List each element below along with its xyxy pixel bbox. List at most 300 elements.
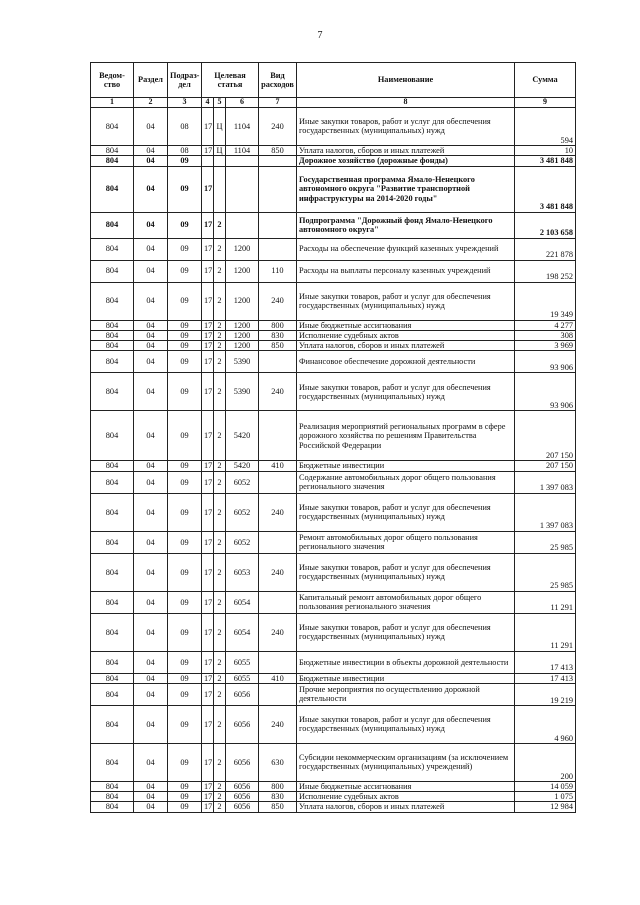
cell-celevaya-3 bbox=[226, 156, 259, 166]
cell-vedomstvo: 804 bbox=[91, 493, 134, 531]
cell-vedomstvo: 804 bbox=[91, 531, 134, 553]
cell-naimenovanie: Расходы на выплаты персоналу казенных учреждений bbox=[297, 260, 515, 282]
cell-razdel: 04 bbox=[134, 553, 168, 591]
table-row bbox=[91, 461, 576, 471]
cell-razdel: 04 bbox=[134, 411, 168, 461]
cell-celevaya-2: 2 bbox=[214, 802, 226, 812]
cell-celevaya-3: 6056 bbox=[226, 781, 259, 791]
cell-vid-rashodov: 240 bbox=[259, 282, 297, 320]
cell-podrazdel: 08 bbox=[168, 107, 202, 145]
cell-razdel: 04 bbox=[134, 260, 168, 282]
cell-celevaya-1: 17 bbox=[202, 320, 214, 330]
cell-celevaya-2: 2 bbox=[214, 651, 226, 673]
cell-celevaya-2: 2 bbox=[214, 351, 226, 373]
column-number: 8 bbox=[297, 98, 515, 108]
cell-celevaya-3: 1200 bbox=[226, 320, 259, 330]
cell-podrazdel: 09 bbox=[168, 802, 202, 812]
cell-celevaya-2: 2 bbox=[214, 282, 226, 320]
cell-celevaya-1: 17 bbox=[202, 330, 214, 340]
cell-summa: 1 397 083 bbox=[515, 493, 576, 531]
cell-podrazdel: 09 bbox=[168, 212, 202, 238]
cell-celevaya-1: 17 bbox=[202, 461, 214, 471]
cell-summa: 12 984 bbox=[515, 802, 576, 812]
cell-vedomstvo: 804 bbox=[91, 673, 134, 683]
cell-celevaya-3: 5390 bbox=[226, 373, 259, 411]
cell-celevaya-3: 1104 bbox=[226, 107, 259, 145]
table-row bbox=[91, 411, 576, 461]
cell-vid-rashodov: 240 bbox=[259, 613, 297, 651]
cell-celevaya-3: 1200 bbox=[226, 341, 259, 351]
cell-summa: 198 252 bbox=[515, 260, 576, 282]
cell-summa: 10 bbox=[515, 145, 576, 155]
cell-vid-rashodov: 850 bbox=[259, 341, 297, 351]
budget-table bbox=[90, 62, 576, 813]
cell-summa: 207 150 bbox=[515, 411, 576, 461]
cell-celevaya-3: 5390 bbox=[226, 351, 259, 373]
cell-celevaya-1: 17 bbox=[202, 673, 214, 683]
column-number: 6 bbox=[226, 98, 259, 108]
cell-naimenovanie: Иные закупки товаров, работ и услуг для обеспечения государственных (муниципальных) нужд bbox=[297, 553, 515, 591]
cell-summa: 11 291 bbox=[515, 613, 576, 651]
cell-celevaya-3: 6053 bbox=[226, 553, 259, 591]
cell-podrazdel: 09 bbox=[168, 330, 202, 340]
cell-celevaya-1: 17 bbox=[202, 792, 214, 802]
cell-razdel: 04 bbox=[134, 471, 168, 493]
cell-podrazdel: 09 bbox=[168, 705, 202, 743]
cell-summa: 1 075 bbox=[515, 792, 576, 802]
cell-celevaya-1: 17 bbox=[202, 591, 214, 613]
cell-summa: 4 277 bbox=[515, 320, 576, 330]
table-row bbox=[91, 493, 576, 531]
cell-celevaya-2 bbox=[214, 156, 226, 166]
header-celevaya-statya: Целевая статья bbox=[202, 63, 259, 98]
table-row bbox=[91, 591, 576, 613]
cell-celevaya-2: 2 bbox=[214, 341, 226, 351]
cell-celevaya-3: 1200 bbox=[226, 330, 259, 340]
header-summa: Сумма bbox=[515, 63, 576, 98]
cell-vedomstvo: 804 bbox=[91, 320, 134, 330]
cell-summa: 3 969 bbox=[515, 341, 576, 351]
cell-vid-rashodov bbox=[259, 212, 297, 238]
column-number: 3 bbox=[168, 98, 202, 108]
cell-celevaya-1: 17 bbox=[202, 553, 214, 591]
cell-razdel: 04 bbox=[134, 145, 168, 155]
cell-vid-rashodov bbox=[259, 166, 297, 212]
cell-celevaya-3: 6052 bbox=[226, 471, 259, 493]
cell-celevaya-3: 5420 bbox=[226, 461, 259, 471]
cell-celevaya-2: 2 bbox=[214, 531, 226, 553]
cell-naimenovanie: Иные закупки товаров, работ и услуг для обеспечения государственных (муниципальных) нужд bbox=[297, 613, 515, 651]
cell-razdel: 04 bbox=[134, 802, 168, 812]
cell-vid-rashodov: 110 bbox=[259, 260, 297, 282]
cell-podrazdel: 09 bbox=[168, 591, 202, 613]
cell-vedomstvo: 804 bbox=[91, 411, 134, 461]
cell-naimenovanie: Иные закупки товаров, работ и услуг для обеспечения государственных (муниципальных) нужд bbox=[297, 282, 515, 320]
table-row bbox=[91, 613, 576, 651]
cell-celevaya-2: 2 bbox=[214, 781, 226, 791]
cell-naimenovanie: Государственная программа Ямало-Ненецкого автономного округа "Развитие транспортной инфраструктуры на 2014-2020 годы" bbox=[297, 166, 515, 212]
cell-celevaya-2: 2 bbox=[214, 260, 226, 282]
cell-celevaya-1: 17 bbox=[202, 802, 214, 812]
cell-summa: 93 906 bbox=[515, 373, 576, 411]
column-number: 9 bbox=[515, 98, 576, 108]
table-row bbox=[91, 166, 576, 212]
cell-summa: 93 906 bbox=[515, 351, 576, 373]
table-row bbox=[91, 351, 576, 373]
cell-razdel: 04 bbox=[134, 373, 168, 411]
table-row bbox=[91, 282, 576, 320]
cell-naimenovanie: Иные закупки товаров, работ и услуг для обеспечения государственных (муниципальных) нужд bbox=[297, 493, 515, 531]
table-row bbox=[91, 156, 576, 166]
cell-vid-rashodov: 830 bbox=[259, 792, 297, 802]
cell-podrazdel: 09 bbox=[168, 238, 202, 260]
cell-naimenovanie: Иные закупки товаров, работ и услуг для обеспечения государственных (муниципальных) нужд bbox=[297, 107, 515, 145]
cell-vid-rashodov: 850 bbox=[259, 145, 297, 155]
cell-vedomstvo: 804 bbox=[91, 792, 134, 802]
cell-celevaya-1: 17 bbox=[202, 373, 214, 411]
cell-celevaya-1: 17 bbox=[202, 107, 214, 145]
cell-razdel: 04 bbox=[134, 212, 168, 238]
cell-razdel: 04 bbox=[134, 493, 168, 531]
cell-celevaya-3: 6056 bbox=[226, 683, 259, 705]
cell-celevaya-2: 2 bbox=[214, 238, 226, 260]
cell-summa: 2 103 658 bbox=[515, 212, 576, 238]
cell-celevaya-1: 17 bbox=[202, 238, 214, 260]
cell-razdel: 04 bbox=[134, 531, 168, 553]
cell-vedomstvo: 804 bbox=[91, 683, 134, 705]
cell-celevaya-2: 2 bbox=[214, 673, 226, 683]
column-number-row bbox=[91, 98, 576, 108]
cell-vid-rashodov bbox=[259, 238, 297, 260]
header-podrazdel: Подраз-дел bbox=[168, 63, 202, 98]
cell-vid-rashodov: 830 bbox=[259, 330, 297, 340]
cell-vid-rashodov bbox=[259, 411, 297, 461]
cell-naimenovanie: Подпрограмма "Дорожный фонд Ямало-Ненецкого автономного округа" bbox=[297, 212, 515, 238]
cell-celevaya-3: 6056 bbox=[226, 792, 259, 802]
cell-razdel: 04 bbox=[134, 282, 168, 320]
cell-podrazdel: 09 bbox=[168, 673, 202, 683]
cell-naimenovanie: Реализация мероприятий региональных программ в сфере дорожного хозяйства по решениям Правительства Российской Федерации bbox=[297, 411, 515, 461]
cell-naimenovanie: Иные бюджетные ассигнования bbox=[297, 320, 515, 330]
cell-summa: 25 985 bbox=[515, 531, 576, 553]
cell-summa: 19 349 bbox=[515, 282, 576, 320]
header-naimenovanie: Наименование bbox=[297, 63, 515, 98]
cell-naimenovanie: Бюджетные инвестиции в объекты дорожной деятельности bbox=[297, 651, 515, 673]
cell-summa: 17 413 bbox=[515, 673, 576, 683]
cell-celevaya-2: 2 bbox=[214, 471, 226, 493]
cell-razdel: 04 bbox=[134, 320, 168, 330]
cell-celevaya-3: 6056 bbox=[226, 802, 259, 812]
cell-podrazdel: 08 bbox=[168, 145, 202, 155]
cell-vedomstvo: 804 bbox=[91, 260, 134, 282]
cell-celevaya-1: 17 bbox=[202, 166, 214, 212]
cell-naimenovanie: Прочие мероприятия по осуществлению дорожной деятельности bbox=[297, 683, 515, 705]
header-vedomstvo: Ведом-ство bbox=[91, 63, 134, 98]
cell-naimenovanie: Исполнение судебных актов bbox=[297, 792, 515, 802]
cell-celevaya-1: 17 bbox=[202, 282, 214, 320]
cell-celevaya-2: 2 bbox=[214, 373, 226, 411]
cell-vedomstvo: 804 bbox=[91, 156, 134, 166]
cell-razdel: 04 bbox=[134, 166, 168, 212]
table-row bbox=[91, 683, 576, 705]
cell-podrazdel: 09 bbox=[168, 461, 202, 471]
cell-vedomstvo: 804 bbox=[91, 471, 134, 493]
cell-podrazdel: 09 bbox=[168, 260, 202, 282]
cell-celevaya-1: 17 bbox=[202, 705, 214, 743]
cell-vedomstvo: 804 bbox=[91, 461, 134, 471]
cell-podrazdel: 09 bbox=[168, 282, 202, 320]
cell-vid-rashodov bbox=[259, 471, 297, 493]
cell-celevaya-3: 1104 bbox=[226, 145, 259, 155]
cell-razdel: 04 bbox=[134, 792, 168, 802]
cell-naimenovanie: Уплата налогов, сборов и иных платежей bbox=[297, 145, 515, 155]
cell-naimenovanie: Уплата налогов, сборов и иных платежей bbox=[297, 341, 515, 351]
cell-naimenovanie: Капитальный ремонт автомобильных дорог общего пользования регионального значения bbox=[297, 591, 515, 613]
cell-podrazdel: 09 bbox=[168, 411, 202, 461]
cell-celevaya-1: 17 bbox=[202, 683, 214, 705]
cell-celevaya-1: 17 bbox=[202, 651, 214, 673]
cell-celevaya-2: Ц bbox=[214, 107, 226, 145]
cell-summa: 4 960 bbox=[515, 705, 576, 743]
table-row bbox=[91, 531, 576, 553]
cell-celevaya-2: 2 bbox=[214, 792, 226, 802]
cell-summa: 594 bbox=[515, 107, 576, 145]
cell-celevaya-3: 6056 bbox=[226, 743, 259, 781]
cell-vedomstvo: 804 bbox=[91, 330, 134, 340]
cell-podrazdel: 09 bbox=[168, 166, 202, 212]
cell-podrazdel: 09 bbox=[168, 156, 202, 166]
cell-celevaya-3: 6054 bbox=[226, 613, 259, 651]
cell-celevaya-1: 17 bbox=[202, 781, 214, 791]
cell-razdel: 04 bbox=[134, 743, 168, 781]
cell-summa: 3 481 848 bbox=[515, 156, 576, 166]
column-number: 4 bbox=[202, 98, 214, 108]
cell-naimenovanie: Дорожное хозяйство (дорожные фонды) bbox=[297, 156, 515, 166]
cell-vid-rashodov: 240 bbox=[259, 493, 297, 531]
cell-vedomstvo: 804 bbox=[91, 341, 134, 351]
cell-celevaya-1: 17 bbox=[202, 260, 214, 282]
cell-celevaya-1: 17 bbox=[202, 411, 214, 461]
cell-celevaya-2: 2 bbox=[214, 493, 226, 531]
cell-celevaya-2: Ц bbox=[214, 145, 226, 155]
cell-vedomstvo: 804 bbox=[91, 781, 134, 791]
cell-vedomstvo: 804 bbox=[91, 351, 134, 373]
cell-summa: 19 219 bbox=[515, 683, 576, 705]
cell-razdel: 04 bbox=[134, 673, 168, 683]
cell-vid-rashodov bbox=[259, 351, 297, 373]
cell-vedomstvo: 804 bbox=[91, 705, 134, 743]
cell-celevaya-3 bbox=[226, 212, 259, 238]
column-number: 2 bbox=[134, 98, 168, 108]
cell-celevaya-1: 17 bbox=[202, 613, 214, 651]
cell-summa: 221 878 bbox=[515, 238, 576, 260]
cell-vedomstvo: 804 bbox=[91, 553, 134, 591]
cell-vid-rashodov bbox=[259, 591, 297, 613]
cell-celevaya-3: 5420 bbox=[226, 411, 259, 461]
cell-razdel: 04 bbox=[134, 351, 168, 373]
cell-celevaya-2: 2 bbox=[214, 743, 226, 781]
cell-podrazdel: 09 bbox=[168, 683, 202, 705]
cell-naimenovanie: Бюджетные инвестиции bbox=[297, 461, 515, 471]
cell-vid-rashodov: 410 bbox=[259, 461, 297, 471]
table-row bbox=[91, 373, 576, 411]
cell-razdel: 04 bbox=[134, 107, 168, 145]
table-row bbox=[91, 145, 576, 155]
column-number: 7 bbox=[259, 98, 297, 108]
cell-celevaya-1: 17 bbox=[202, 145, 214, 155]
cell-podrazdel: 09 bbox=[168, 651, 202, 673]
cell-celevaya-1: 17 bbox=[202, 531, 214, 553]
cell-celevaya-3: 6054 bbox=[226, 591, 259, 613]
cell-celevaya-1: 17 bbox=[202, 212, 214, 238]
cell-celevaya-1 bbox=[202, 156, 214, 166]
table-body bbox=[91, 107, 576, 812]
table-row bbox=[91, 781, 576, 791]
cell-celevaya-3: 6052 bbox=[226, 531, 259, 553]
cell-vedomstvo: 804 bbox=[91, 282, 134, 320]
table-row bbox=[91, 212, 576, 238]
cell-podrazdel: 09 bbox=[168, 792, 202, 802]
cell-celevaya-3: 1200 bbox=[226, 238, 259, 260]
cell-vedomstvo: 804 bbox=[91, 651, 134, 673]
cell-celevaya-3: 6055 bbox=[226, 651, 259, 673]
cell-vid-rashodov: 800 bbox=[259, 781, 297, 791]
cell-vedomstvo: 804 bbox=[91, 802, 134, 812]
cell-razdel: 04 bbox=[134, 781, 168, 791]
cell-razdel: 04 bbox=[134, 613, 168, 651]
cell-celevaya-2: 2 bbox=[214, 320, 226, 330]
table-row bbox=[91, 320, 576, 330]
cell-podrazdel: 09 bbox=[168, 553, 202, 591]
header-razdel: Раздел bbox=[134, 63, 168, 98]
cell-vid-rashodov: 240 bbox=[259, 373, 297, 411]
cell-vid-rashodov: 800 bbox=[259, 320, 297, 330]
header-row bbox=[91, 63, 576, 98]
cell-celevaya-1: 17 bbox=[202, 351, 214, 373]
table-row bbox=[91, 107, 576, 145]
cell-vedomstvo: 804 bbox=[91, 166, 134, 212]
cell-summa: 3 481 848 bbox=[515, 166, 576, 212]
cell-vedomstvo: 804 bbox=[91, 743, 134, 781]
cell-naimenovanie: Содержание автомобильных дорог общего пользования регионального значения bbox=[297, 471, 515, 493]
table-row bbox=[91, 792, 576, 802]
table-row bbox=[91, 330, 576, 340]
cell-razdel: 04 bbox=[134, 705, 168, 743]
cell-celevaya-2: 2 bbox=[214, 591, 226, 613]
cell-celevaya-2 bbox=[214, 166, 226, 212]
cell-summa: 1 397 083 bbox=[515, 471, 576, 493]
cell-podrazdel: 09 bbox=[168, 341, 202, 351]
table-row bbox=[91, 260, 576, 282]
cell-naimenovanie: Ремонт автомобильных дорог общего пользования регионального значения bbox=[297, 531, 515, 553]
cell-celevaya-2: 2 bbox=[214, 411, 226, 461]
page-number: 7 bbox=[317, 30, 323, 41]
cell-vid-rashodov: 240 bbox=[259, 553, 297, 591]
cell-razdel: 04 bbox=[134, 651, 168, 673]
cell-celevaya-2: 2 bbox=[214, 553, 226, 591]
cell-naimenovanie: Бюджетные инвестиции bbox=[297, 673, 515, 683]
cell-vedomstvo: 804 bbox=[91, 373, 134, 411]
cell-naimenovanie: Иные бюджетные ассигнования bbox=[297, 781, 515, 791]
cell-naimenovanie: Иные закупки товаров, работ и услуг для обеспечения государственных (муниципальных) нужд bbox=[297, 705, 515, 743]
cell-celevaya-1: 17 bbox=[202, 341, 214, 351]
cell-summa: 25 985 bbox=[515, 553, 576, 591]
table-row bbox=[91, 705, 576, 743]
cell-naimenovanie: Иные закупки товаров, работ и услуг для обеспечения государственных (муниципальных) нужд bbox=[297, 373, 515, 411]
cell-celevaya-2: 2 bbox=[214, 705, 226, 743]
cell-vedomstvo: 804 bbox=[91, 145, 134, 155]
cell-naimenovanie: Исполнение судебных актов bbox=[297, 330, 515, 340]
cell-vedomstvo: 804 bbox=[91, 591, 134, 613]
cell-vedomstvo: 804 bbox=[91, 212, 134, 238]
cell-razdel: 04 bbox=[134, 330, 168, 340]
cell-vid-rashodov: 240 bbox=[259, 107, 297, 145]
cell-celevaya-3: 1200 bbox=[226, 282, 259, 320]
cell-celevaya-3 bbox=[226, 166, 259, 212]
column-number: 1 bbox=[91, 98, 134, 108]
cell-naimenovanie: Уплата налогов, сборов и иных платежей bbox=[297, 802, 515, 812]
cell-razdel: 04 bbox=[134, 156, 168, 166]
column-number: 5 bbox=[214, 98, 226, 108]
cell-summa: 207 150 bbox=[515, 461, 576, 471]
cell-summa: 14 059 bbox=[515, 781, 576, 791]
cell-podrazdel: 09 bbox=[168, 471, 202, 493]
cell-podrazdel: 09 bbox=[168, 531, 202, 553]
cell-vid-rashodov: 240 bbox=[259, 705, 297, 743]
cell-razdel: 04 bbox=[134, 591, 168, 613]
table-row bbox=[91, 802, 576, 812]
cell-summa: 11 291 bbox=[515, 591, 576, 613]
cell-celevaya-3: 6052 bbox=[226, 493, 259, 531]
cell-celevaya-3: 6056 bbox=[226, 705, 259, 743]
cell-summa: 308 bbox=[515, 330, 576, 340]
cell-vid-rashodov bbox=[259, 531, 297, 553]
cell-summa: 17 413 bbox=[515, 651, 576, 673]
cell-vedomstvo: 804 bbox=[91, 238, 134, 260]
cell-vid-rashodov bbox=[259, 683, 297, 705]
cell-celevaya-2: 2 bbox=[214, 613, 226, 651]
cell-celevaya-1: 17 bbox=[202, 493, 214, 531]
table-row bbox=[91, 673, 576, 683]
cell-razdel: 04 bbox=[134, 683, 168, 705]
cell-naimenovanie: Расходы на обеспечение функций казенных учреждений bbox=[297, 238, 515, 260]
cell-celevaya-2: 2 bbox=[214, 461, 226, 471]
cell-vedomstvo: 804 bbox=[91, 613, 134, 651]
cell-celevaya-2: 2 bbox=[214, 330, 226, 340]
cell-celevaya-1: 17 bbox=[202, 471, 214, 493]
cell-razdel: 04 bbox=[134, 238, 168, 260]
cell-celevaya-2: 2 bbox=[214, 683, 226, 705]
cell-celevaya-2: 2 bbox=[214, 212, 226, 238]
cell-podrazdel: 09 bbox=[168, 781, 202, 791]
cell-razdel: 04 bbox=[134, 341, 168, 351]
cell-razdel: 04 bbox=[134, 461, 168, 471]
cell-podrazdel: 09 bbox=[168, 373, 202, 411]
table-row bbox=[91, 553, 576, 591]
cell-summa: 200 bbox=[515, 743, 576, 781]
table-row bbox=[91, 471, 576, 493]
cell-podrazdel: 09 bbox=[168, 351, 202, 373]
cell-naimenovanie: Финансовое обеспечение дорожной деятельности bbox=[297, 351, 515, 373]
cell-naimenovanie: Субсидии некоммерческим организациям (за исключением государственных (муниципальных) учреждений) bbox=[297, 743, 515, 781]
header-vid-rashodov: Вид расходов bbox=[259, 63, 297, 98]
table-row bbox=[91, 651, 576, 673]
cell-vid-rashodov: 850 bbox=[259, 802, 297, 812]
cell-podrazdel: 09 bbox=[168, 743, 202, 781]
table-row bbox=[91, 238, 576, 260]
cell-celevaya-1: 17 bbox=[202, 743, 214, 781]
cell-vid-rashodov: 630 bbox=[259, 743, 297, 781]
